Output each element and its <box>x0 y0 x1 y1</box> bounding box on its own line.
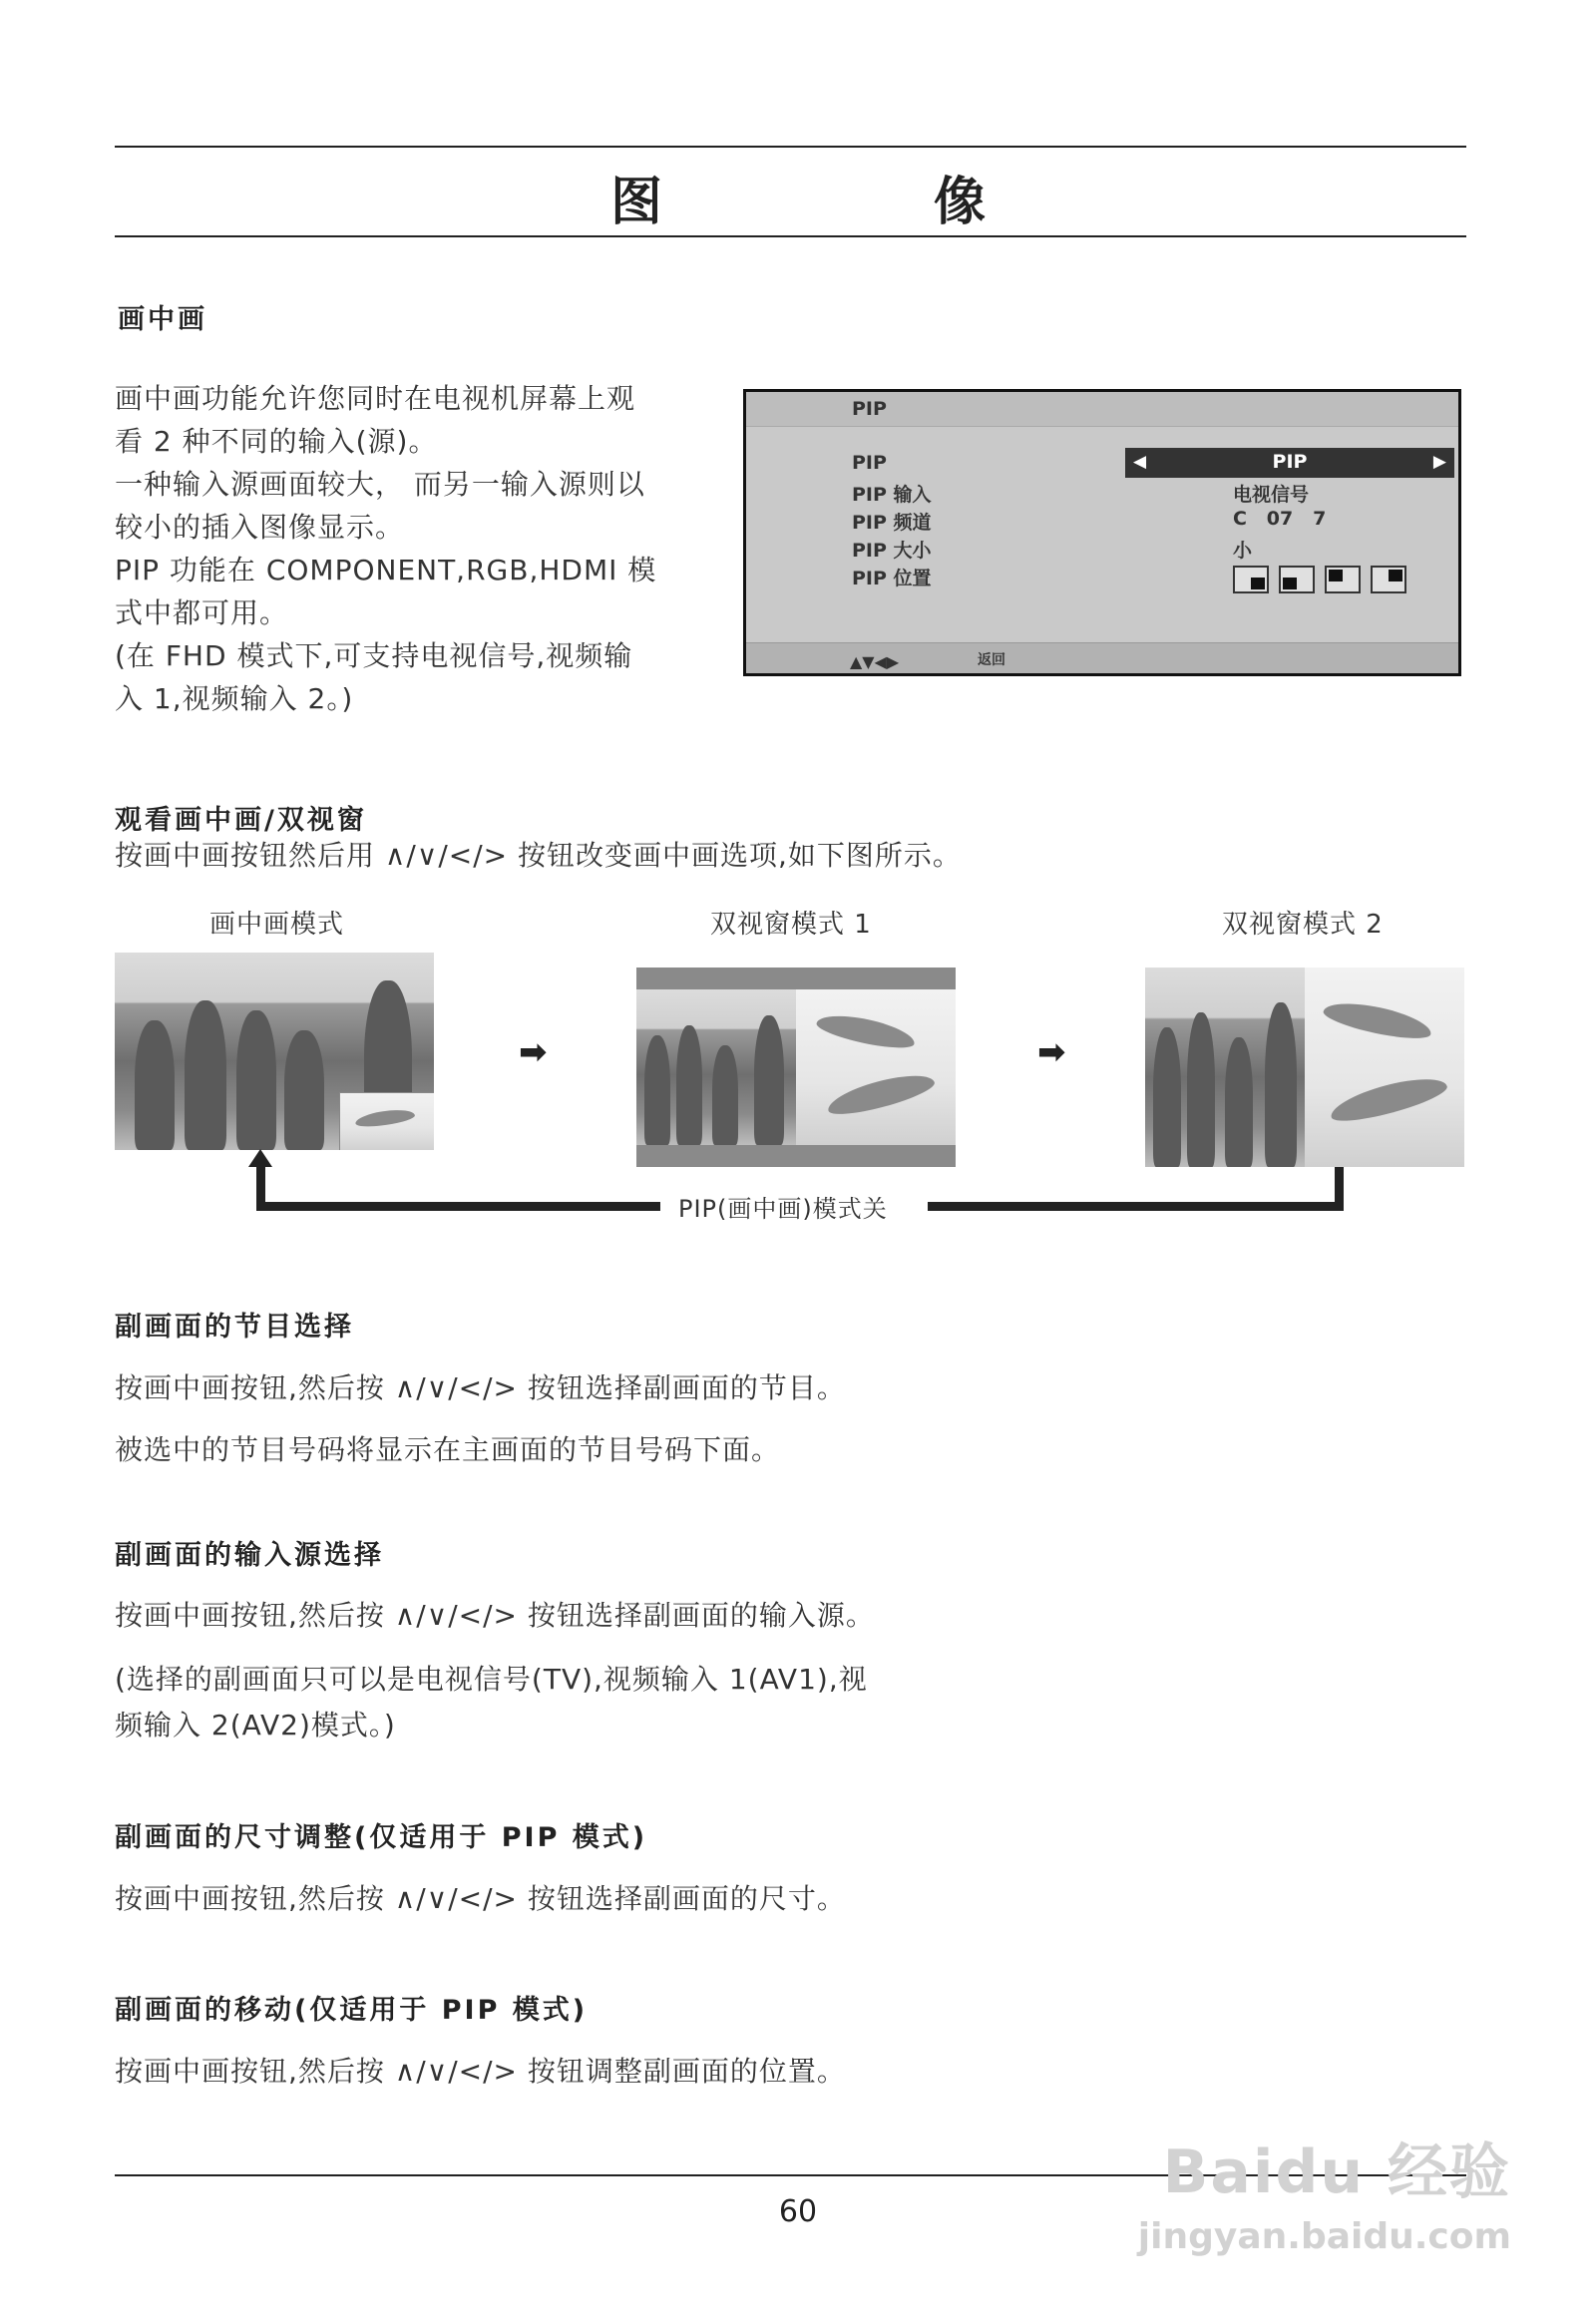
input-line-2: (选择的副画面只可以是电视信号(TV),视频输入 1(AV1),视 <box>115 1663 868 1696</box>
dolphin-shape <box>825 1067 938 1121</box>
left-arrow-icon[interactable]: ◀ <box>1133 452 1147 472</box>
up-arrow-icon <box>248 1149 272 1167</box>
dual-right-picture <box>1305 968 1464 1167</box>
program-line-1: 按画中画按钮,然后按 ∧/∨/</> 按钮选择副画面的节目。 <box>115 1371 846 1404</box>
right-arrow-icon: ➡ <box>519 1032 548 1072</box>
child-figure <box>1265 1002 1297 1167</box>
section-heading-program: 副画面的节目选择 <box>115 1312 354 1343</box>
dual-left-picture <box>636 989 796 1145</box>
pip-mode-picture <box>115 953 434 1150</box>
position-top-right-option[interactable] <box>1371 566 1406 593</box>
text-line: 入 1,视频输入 2。) <box>115 682 354 715</box>
dolphin-shape <box>354 1107 415 1129</box>
section-heading-input: 副画面的输入源选择 <box>115 1540 384 1571</box>
pip-size-value[interactable]: 小 <box>1233 540 1253 562</box>
dolphin-shape <box>1327 1070 1449 1128</box>
pip-osd-menu <box>743 389 1461 676</box>
right-arrow-icon: ➡ <box>1037 1032 1066 1072</box>
caption-dual-mode-2: 双视窗模式 2 <box>1222 910 1384 940</box>
child-figure <box>754 1015 784 1145</box>
text-line: PIP 功能在 COMPONENT,RGB,HDMI 模 <box>115 554 657 586</box>
text-line: 看 2 种不同的输入(源)。 <box>115 425 438 458</box>
text-line: (在 FHD 模式下,可支持电视信号,视频输 <box>115 639 633 672</box>
child-figure <box>284 1030 324 1150</box>
child-figure <box>644 1035 670 1145</box>
pip-window-icon <box>1389 570 1402 581</box>
page-number: 60 <box>778 2194 818 2229</box>
dual-mode-1-picture <box>636 968 956 1167</box>
baidu-watermark-logo: Baidu 经验 <box>1162 2137 1511 2207</box>
menu-title: PIP <box>852 398 887 420</box>
child-figure <box>135 1020 175 1150</box>
pip-window-icon <box>1283 578 1297 589</box>
move-line: 按画中画按钮,然后按 ∧/∨/</> 按钮调整副画面的位置。 <box>115 2055 846 2088</box>
pip-sub-picture <box>339 1092 434 1150</box>
pip-off-label: PIP(画中画)模式关 <box>678 1195 888 1223</box>
view-instruction: 按画中画按钮然后用 ∧/∨/</> 按钮改变画中画选项,如下图所示。 <box>115 839 962 872</box>
child-figure <box>236 1010 276 1150</box>
section-heading-view: 观看画中画/双视窗 <box>115 805 367 836</box>
input-line-1: 按画中画按钮,然后按 ∧/∨/</> 按钮选择副画面的输入源。 <box>115 1599 875 1632</box>
position-bottom-left-option[interactable] <box>1279 566 1315 593</box>
return-path-left <box>256 1165 265 1211</box>
input-line-3: 频输入 2(AV2)模式。) <box>115 1709 396 1742</box>
return-path-bottom-left <box>256 1202 660 1211</box>
pip-mode-value: PIP <box>1272 451 1308 473</box>
nav-keys-icon: ▲▼◀▶ <box>850 652 900 671</box>
program-line-2: 被选中的节目号码将显示在主画面的节目号码下面。 <box>115 1433 781 1466</box>
menu-label-size: PIP 大小 <box>852 540 932 562</box>
menu-label-position: PIP 位置 <box>852 568 932 589</box>
page-title: 图 像 <box>609 173 1095 232</box>
position-top-left-option[interactable] <box>1325 566 1361 593</box>
pip-window-icon <box>1329 570 1343 581</box>
pip-input-value[interactable]: 电视信号 <box>1233 484 1310 506</box>
top-rule <box>115 146 1466 148</box>
section-heading-pip: 画中画 <box>118 304 207 335</box>
back-hint[interactable]: 返回 <box>978 652 1005 668</box>
text-line: 画中画功能允许您同时在电视机屏幕上观 <box>115 382 636 415</box>
dual-right-picture <box>796 989 956 1145</box>
return-path-bottom-right <box>928 1202 1344 1211</box>
section-heading-move: 副画面的移动(仅适用于 PIP 模式) <box>115 1995 589 2026</box>
title-rule <box>115 235 1466 237</box>
pip-channel-value[interactable]: C 07 7 <box>1233 508 1327 530</box>
caption-pip-mode: 画中画模式 <box>209 910 345 940</box>
text-line: 式中都可用。 <box>115 596 289 629</box>
child-figure <box>676 1025 702 1145</box>
menu-label-channel: PIP 频道 <box>852 512 932 534</box>
child-figure <box>185 1000 226 1150</box>
dual-left-picture <box>1145 968 1305 1167</box>
pip-mode-selector[interactable] <box>1125 448 1454 478</box>
text-line: 较小的插入图像显示。 <box>115 511 405 544</box>
right-arrow-icon[interactable]: ▶ <box>1432 452 1446 472</box>
child-figure <box>712 1045 738 1145</box>
size-line: 按画中画按钮,然后按 ∧/∨/</> 按钮选择副画面的尺寸。 <box>115 1882 846 1915</box>
caption-dual-mode-1: 双视窗模式 1 <box>710 910 872 940</box>
child-figure <box>1187 1012 1215 1167</box>
pip-description <box>115 377 703 720</box>
position-bottom-right-option[interactable] <box>1233 566 1269 593</box>
menu-label-pip: PIP <box>852 452 887 474</box>
child-figure <box>1225 1037 1253 1167</box>
text-line: 一种输入源画面较大， 而另一输入源则以 <box>115 468 645 501</box>
pip-window-icon <box>1251 578 1265 589</box>
child-figure <box>1153 1027 1181 1167</box>
dolphin-shape <box>815 1009 918 1053</box>
menu-label-input: PIP 输入 <box>852 484 932 506</box>
dual-mode-2-picture <box>1145 968 1464 1167</box>
section-heading-size: 副画面的尺寸调整(仅适用于 PIP 模式) <box>115 1822 648 1853</box>
dolphin-shape <box>1321 996 1433 1044</box>
baidu-watermark-url: jingyan.baidu.com <box>1137 2216 1511 2257</box>
